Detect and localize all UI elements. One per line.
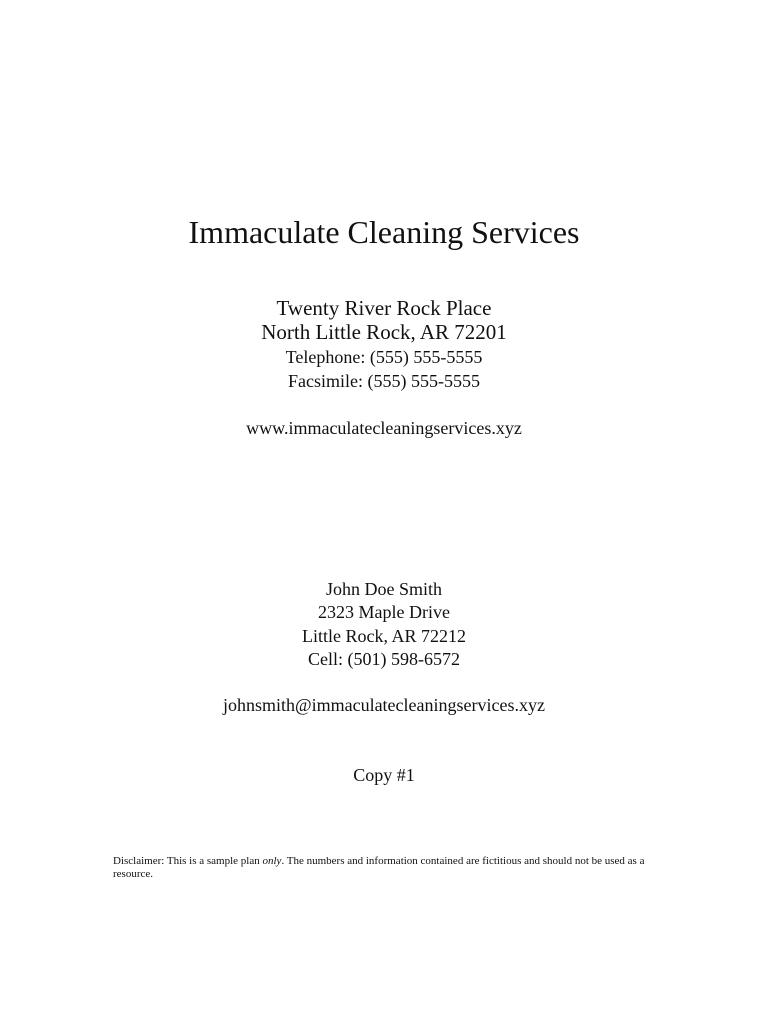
contact-cell-phone: Cell: (501) 598-6572 (308, 649, 460, 669)
company-telephone: Telephone: (555) 555-5555 (285, 347, 483, 367)
company-city-state-zip: North Little Rock, AR 72201 (261, 320, 507, 344)
company-name: Immaculate Cleaning Services (188, 214, 580, 250)
contact-street-address: 2323 Maple Drive (318, 602, 450, 622)
contact-email: johnsmith@immaculatecleaningservices.xyz (223, 695, 545, 715)
company-street-address: Twenty River Rock Place (276, 296, 492, 320)
contact-city-state-zip: Little Rock, AR 72212 (302, 626, 466, 646)
disclaimer-prefix: Disclaimer: This is a sample plan (113, 855, 263, 867)
company-facsimile: Facsimile: (555) 555-5555 (288, 371, 480, 391)
copy-number: Copy #1 (353, 765, 415, 785)
disclaimer-emphasis: only (262, 855, 282, 867)
disclaimer-suffix: . The numbers and information contained are fictitious and should not be used as a resource. (113, 855, 645, 880)
contact-name: John Doe Smith (325, 579, 442, 599)
company-website: www.immaculatecleaningservices.xyz (246, 418, 522, 438)
disclaimer (113, 855, 653, 881)
